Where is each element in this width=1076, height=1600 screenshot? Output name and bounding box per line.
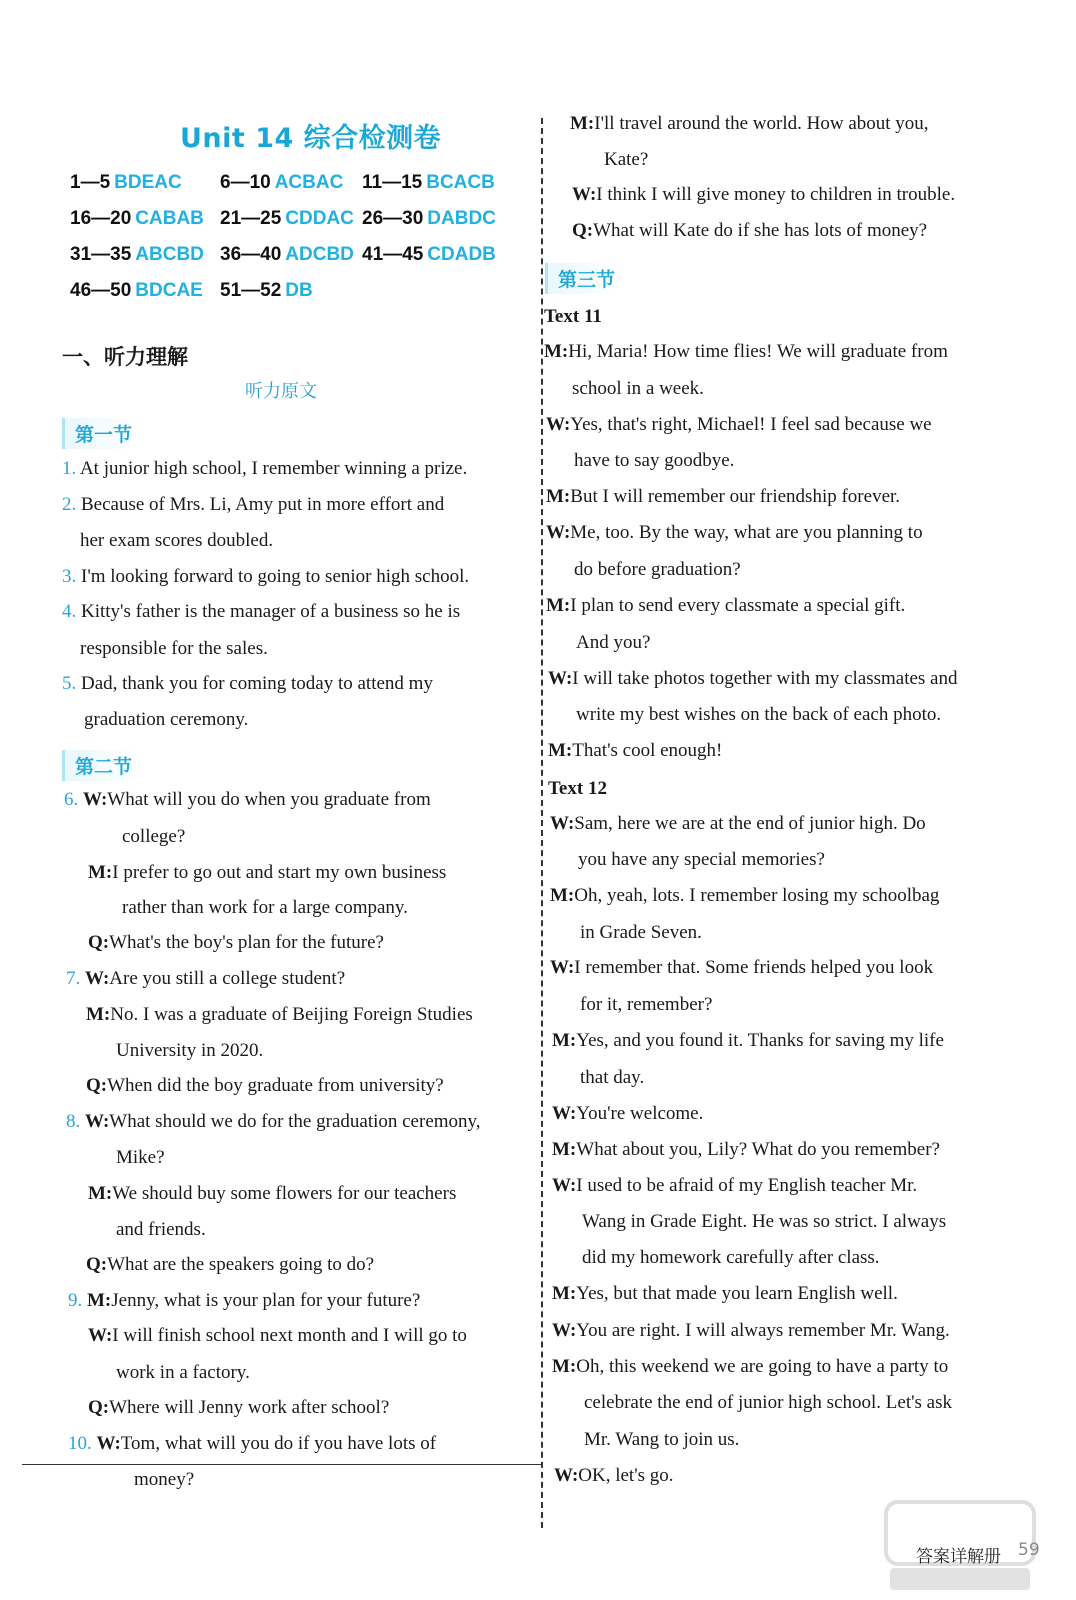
speaker-label: M: xyxy=(552,1030,577,1051)
script-line xyxy=(544,341,948,363)
script-line xyxy=(116,1362,250,1384)
script-line xyxy=(550,885,939,907)
answer-range: 36—40 xyxy=(220,244,282,265)
script-line xyxy=(62,458,467,480)
line-text: You're welcome. xyxy=(576,1103,704,1124)
line-text: But I will remember our friendship forever. xyxy=(570,486,901,507)
script-line xyxy=(546,414,932,436)
answer-range: 1—5 xyxy=(70,172,111,193)
script-line xyxy=(88,862,446,884)
line-text: work in a factory. xyxy=(116,1362,250,1383)
script-line xyxy=(80,530,273,552)
speaker-label: W: xyxy=(546,522,571,543)
answer-range: 26—30 xyxy=(362,208,424,229)
answer-group xyxy=(70,208,204,230)
answer-range: 31—35 xyxy=(70,244,132,265)
script-line xyxy=(134,1469,194,1491)
script-line xyxy=(62,673,433,695)
line-text: Are you still a college student? xyxy=(109,968,346,989)
speaker-label: Q: xyxy=(88,932,110,953)
answer-group xyxy=(362,172,495,194)
line-text: Mike? xyxy=(116,1147,165,1168)
speaker-label: M: xyxy=(546,595,571,616)
script-line xyxy=(122,826,185,848)
answer-range: 46—50 xyxy=(70,280,132,301)
line-text: her exam scores doubled. xyxy=(80,530,274,551)
script-line xyxy=(582,1211,946,1233)
script-line xyxy=(574,559,741,581)
line-text: I prefer to go out and start my own business xyxy=(112,862,447,883)
script-line xyxy=(88,1397,389,1419)
script-line xyxy=(552,1030,944,1052)
script-line xyxy=(68,1290,420,1312)
answer-letters: BDEAC xyxy=(114,172,182,193)
line-text: We should buy some flowers for our teachers xyxy=(112,1183,457,1204)
script-line xyxy=(570,113,929,135)
line-text: At junior high school, I remember winning a prize. xyxy=(79,458,468,479)
answer-letters: BCACB xyxy=(426,172,495,193)
line-text: did my homework carefully after class. xyxy=(582,1247,880,1268)
speaker-label: M: xyxy=(552,1356,577,1377)
speaker-label: M: xyxy=(570,113,595,134)
answer-letters: ABCBD xyxy=(135,244,204,265)
line-text: Yes, but that made you learn English well. xyxy=(576,1283,898,1304)
speaker-label: W: xyxy=(554,1465,579,1486)
line-text: that day. xyxy=(580,1067,645,1088)
speaker-label: Q: xyxy=(86,1075,108,1096)
script-line xyxy=(546,486,900,508)
answer-letters: ADCBD xyxy=(285,244,354,265)
speaker-label: W: xyxy=(548,668,573,689)
answer-range: 51—52 xyxy=(220,280,282,301)
script-line xyxy=(64,789,431,811)
speaker-label: W: xyxy=(88,1325,113,1346)
script-line xyxy=(548,668,957,690)
line-text: write my best wishes on the back of each photo. xyxy=(576,704,942,725)
footer-label: 答案详解册 xyxy=(916,1547,1001,1567)
line-text: Wang in Grade Eight. He was so strict. I always xyxy=(582,1211,947,1232)
answer-letters: BDCAE xyxy=(135,280,203,301)
speaker-label: W: xyxy=(552,1103,577,1124)
script-line xyxy=(580,922,702,944)
answer-range: 16—20 xyxy=(70,208,132,229)
speaker-label: M: xyxy=(546,486,571,507)
line-text: rather than work for a large company. xyxy=(122,897,408,918)
line-text: Yes, and you found it. Thanks for saving my life xyxy=(576,1030,944,1051)
speaker-label: M: xyxy=(88,862,113,883)
speaker-label: W: xyxy=(572,184,597,205)
script-line xyxy=(582,1247,880,1269)
line-text: That's cool enough! xyxy=(572,740,723,761)
line-text: have to say goodbye. xyxy=(574,450,735,471)
part-3-heading: 第三节 xyxy=(545,263,621,294)
line-text: Tom, what will you do if you have lots of xyxy=(120,1433,437,1454)
speaker-label: Q: xyxy=(572,220,594,241)
line-text: What will you do when you graduate from xyxy=(107,789,431,810)
speaker-label: W: xyxy=(85,1111,110,1132)
script-line xyxy=(68,1433,436,1455)
script-line xyxy=(62,566,469,588)
line-text: I'm looking forward to going to senior high school. xyxy=(81,566,470,587)
page-number: 59 xyxy=(1018,1540,1040,1560)
line-text: Hi, Maria! How time flies! We will graduate from xyxy=(568,341,948,362)
speaker-label: W: xyxy=(550,957,575,978)
line-text: You are right. I will always remember Mr. Wang. xyxy=(576,1320,950,1341)
line-text: I will finish school next month and I will go to xyxy=(112,1325,467,1346)
line-text: Oh, yeah, lots. I remember losing my schoolbag xyxy=(574,885,940,906)
script-line xyxy=(604,149,648,171)
answer-group xyxy=(70,172,182,194)
item-number: 5. xyxy=(62,673,77,694)
listening-script-heading: 听力原文 xyxy=(245,381,317,402)
answer-range: 41—45 xyxy=(362,244,424,265)
speaker-label: M: xyxy=(552,1139,577,1160)
script-line xyxy=(88,1325,467,1347)
item-number: 4. xyxy=(62,601,77,622)
line-text: I used to be afraid of my English teacher Mr. xyxy=(576,1175,918,1196)
answer-group xyxy=(220,280,313,302)
script-line xyxy=(116,1219,206,1241)
line-text: school in a week. xyxy=(572,378,704,399)
script-line xyxy=(552,1320,950,1342)
line-text: What about you, Lily? What do you remember? xyxy=(576,1139,940,1160)
line-text: Kitty's father is the manager of a business so he is xyxy=(81,601,461,622)
script-line xyxy=(552,1283,898,1305)
line-text: do before graduation? xyxy=(574,559,741,580)
script-line xyxy=(572,184,955,206)
answer-letters: ACBAC xyxy=(274,172,344,193)
script-line xyxy=(84,709,248,731)
speaker-label: W: xyxy=(83,789,108,810)
line-text: What are the speakers going to do? xyxy=(107,1254,375,1275)
answer-group xyxy=(220,244,354,266)
item-number: 2. xyxy=(62,494,77,515)
script-line xyxy=(550,957,933,979)
line-text: OK, let's go. xyxy=(578,1465,674,1486)
column-divider xyxy=(541,118,543,1528)
script-line xyxy=(576,704,941,726)
part-1-heading: 第一节 xyxy=(62,418,138,449)
script-line xyxy=(554,1465,674,1487)
script-line xyxy=(552,1139,940,1161)
script-line xyxy=(546,522,923,544)
script-line xyxy=(86,1254,374,1276)
line-text: Sam, here we are at the end of junior high. Do xyxy=(574,813,926,834)
script-line xyxy=(578,849,825,871)
speaker-label: W: xyxy=(85,968,110,989)
line-text: What's the boy's plan for the future? xyxy=(109,932,384,953)
speaker-label: Q: xyxy=(88,1397,110,1418)
answer-group xyxy=(220,208,354,230)
script-line xyxy=(580,1067,644,1089)
line-text: Dad, thank you for coming today to attend my xyxy=(81,673,433,694)
item-number: 10. xyxy=(68,1433,92,1454)
line-text: celebrate the end of junior high school. Let's ask xyxy=(584,1392,953,1413)
line-text: I will take photos together with my classmates and xyxy=(572,668,958,689)
script-line xyxy=(572,378,704,400)
script-line xyxy=(552,1103,703,1125)
line-text: Oh, this weekend we are going to have a party to xyxy=(576,1356,949,1377)
script-line xyxy=(66,968,345,990)
item-number: 9. xyxy=(68,1290,83,1311)
script-line xyxy=(576,632,650,654)
script-line xyxy=(552,1175,917,1197)
line-text: Where will Jenny work after school? xyxy=(109,1397,390,1418)
line-text: Because of Mrs. Li, Amy put in more effort and xyxy=(81,494,445,515)
text-12-title: Text 12 xyxy=(548,778,607,799)
speaker-label: M: xyxy=(550,885,575,906)
item-number: 6. xyxy=(64,789,79,810)
script-line xyxy=(552,1356,948,1378)
script-line xyxy=(548,740,722,762)
section-heading: 一、听力理解 xyxy=(62,345,188,369)
script-line xyxy=(584,1392,952,1414)
speaker-label: Q: xyxy=(86,1254,108,1275)
line-text: And you? xyxy=(576,632,651,653)
line-text: What should we do for the graduation ceremony, xyxy=(109,1111,481,1132)
answer-range: 11—15 xyxy=(362,172,423,193)
line-text: I'll travel around the world. How about you, xyxy=(594,113,929,134)
speaker-label: M: xyxy=(552,1283,577,1304)
line-text: and friends. xyxy=(116,1219,206,1240)
speaker-label: M: xyxy=(548,740,573,761)
line-text: I remember that. Some friends helped you look xyxy=(574,957,934,978)
script-line xyxy=(572,220,927,242)
script-line xyxy=(80,638,268,660)
answer-letters: DABDC xyxy=(427,208,496,229)
speaker-label: M: xyxy=(87,1290,112,1311)
line-text: money? xyxy=(134,1469,195,1490)
speaker-label: W: xyxy=(96,1433,121,1454)
answer-group xyxy=(70,280,203,302)
line-text: I think I will give money to children in trouble. xyxy=(596,184,956,205)
page-title: Unit 14 综合检测卷 xyxy=(180,123,442,154)
script-line xyxy=(86,1004,473,1026)
answer-group xyxy=(70,244,204,266)
item-number: 1. xyxy=(62,458,77,479)
script-line xyxy=(62,494,444,516)
script-line xyxy=(88,1183,456,1205)
part-2-heading: 第二节 xyxy=(62,750,138,781)
line-text: When did the boy graduate from university? xyxy=(107,1075,444,1096)
speaker-label: W: xyxy=(552,1175,577,1196)
answer-letters: CABAB xyxy=(135,208,204,229)
answer-range: 6—10 xyxy=(220,172,271,193)
speaker-label: M: xyxy=(88,1183,113,1204)
answer-group xyxy=(362,208,496,230)
line-text: graduation ceremony. xyxy=(84,709,249,730)
item-number: 3. xyxy=(62,566,77,587)
script-line xyxy=(62,601,460,623)
script-line xyxy=(86,1075,444,1097)
line-text: Jenny, what is your plan for your future? xyxy=(111,1290,421,1311)
script-line xyxy=(550,813,926,835)
line-text: Kate? xyxy=(604,149,649,170)
line-text: in Grade Seven. xyxy=(580,922,702,943)
line-text: University in 2020. xyxy=(116,1040,264,1061)
script-line xyxy=(546,595,905,617)
speaker-label: M: xyxy=(86,1004,111,1025)
line-text: responsible for the sales. xyxy=(80,638,268,659)
speaker-label: W: xyxy=(552,1320,577,1341)
footnote-rule xyxy=(22,1464,542,1465)
speaker-label: W: xyxy=(550,813,575,834)
script-line xyxy=(122,897,408,919)
line-text: No. I was a graduate of Beijing Foreign Studies xyxy=(110,1004,473,1025)
speaker-label: M: xyxy=(544,341,569,362)
line-text: you have any special memories? xyxy=(578,849,825,870)
line-text: college? xyxy=(122,826,186,847)
answer-range: 21—25 xyxy=(220,208,282,229)
line-text: for it, remember? xyxy=(580,994,713,1015)
script-line xyxy=(574,450,734,472)
item-number: 7. xyxy=(66,968,81,989)
answer-letters: CDADB xyxy=(427,244,496,265)
script-line xyxy=(66,1111,481,1133)
script-line xyxy=(116,1147,165,1169)
line-text: Me, too. By the way, what are you planning to xyxy=(570,522,923,543)
answer-group xyxy=(362,244,496,266)
script-line xyxy=(580,994,712,1016)
text-11-title: Text 11 xyxy=(544,306,602,327)
speaker-label: W: xyxy=(546,414,571,435)
line-text: What will Kate do if she has lots of money? xyxy=(593,220,928,241)
line-text: I plan to send every classmate a special gift. xyxy=(570,595,906,616)
script-line xyxy=(116,1040,263,1062)
answer-letters: CDDAC xyxy=(285,208,354,229)
answer-letters: DB xyxy=(285,280,313,301)
script-line xyxy=(584,1429,739,1451)
line-text: Yes, that's right, Michael! I feel sad because we xyxy=(570,414,932,435)
script-line xyxy=(88,932,384,954)
answer-group xyxy=(220,172,343,194)
line-text: Mr. Wang to join us. xyxy=(584,1429,740,1450)
item-number: 8. xyxy=(66,1111,81,1132)
